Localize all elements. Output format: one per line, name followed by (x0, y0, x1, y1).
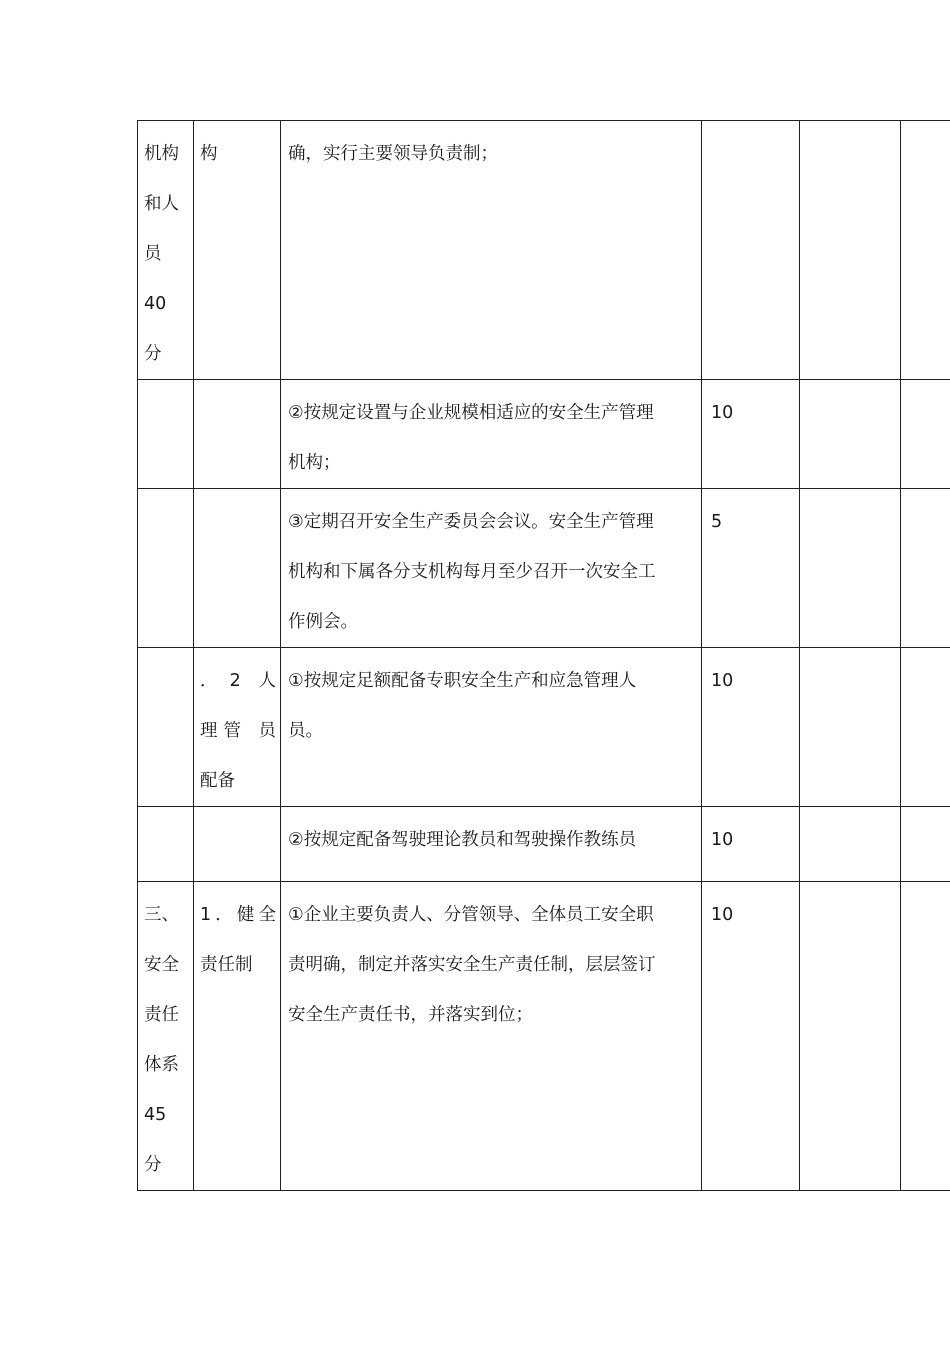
score-cell (702, 121, 800, 380)
subcategory-cell: 1．健全 责任制 (194, 882, 281, 1191)
result-cell (800, 489, 901, 648)
requirement-cell: ①企业主要负责人、分管领导、全体员工安全职责明确，制定并落实安全生产责任制，层层签订安全生产责任书，并落实到位； (281, 882, 702, 1191)
score-cell: 10 (702, 648, 800, 807)
category-cell (138, 380, 194, 489)
remark-cell (901, 380, 950, 489)
scoring-table (137, 120, 950, 1191)
category-cell (138, 489, 194, 648)
remark-cell (901, 807, 950, 882)
remark-cell (901, 882, 950, 1191)
score-cell: 10 (702, 882, 800, 1191)
table-row (138, 648, 950, 807)
category-cell: 三、 安全 责任 体系 45 分 (138, 882, 194, 1191)
category-cell (138, 807, 194, 882)
table-row (138, 807, 950, 882)
result-cell (800, 121, 901, 380)
result-cell (800, 882, 901, 1191)
remark-cell (901, 648, 950, 807)
category-cell: 机构 和人 员 40 分 (138, 121, 194, 380)
remark-cell (901, 121, 950, 380)
table-row (138, 380, 950, 489)
remark-cell (901, 489, 950, 648)
score-cell: 10 (702, 807, 800, 882)
table-row (138, 882, 950, 1191)
score-cell: 10 (702, 380, 800, 489)
subcategory-cell: ．2 人 理管 员 配备 (194, 648, 281, 807)
score-cell: 5 (702, 489, 800, 648)
subcategory-cell (194, 380, 281, 489)
requirement-cell: 确，实行主要领导负责制； (281, 121, 702, 380)
requirement-cell: ①按规定足额配备专职安全生产和应急管理人员。 (281, 648, 702, 807)
result-cell (800, 380, 901, 489)
requirement-cell: ②按规定配备驾驶理论教员和驾驶操作教练员 (281, 807, 702, 882)
table-row (138, 121, 950, 380)
table-row (138, 489, 950, 648)
subcategory-cell (194, 807, 281, 882)
requirement-cell: ②按规定设置与企业规模相适应的安全生产管理机构； (281, 380, 702, 489)
subcategory-cell (194, 489, 281, 648)
result-cell (800, 648, 901, 807)
subcategory-cell: 构 (194, 121, 281, 380)
category-cell (138, 648, 194, 807)
result-cell (800, 807, 901, 882)
requirement-cell: ③定期召开安全生产委员会会议。安全生产管理机构和下属各分支机构每月至少召开一次安全工作例会。 (281, 489, 702, 648)
